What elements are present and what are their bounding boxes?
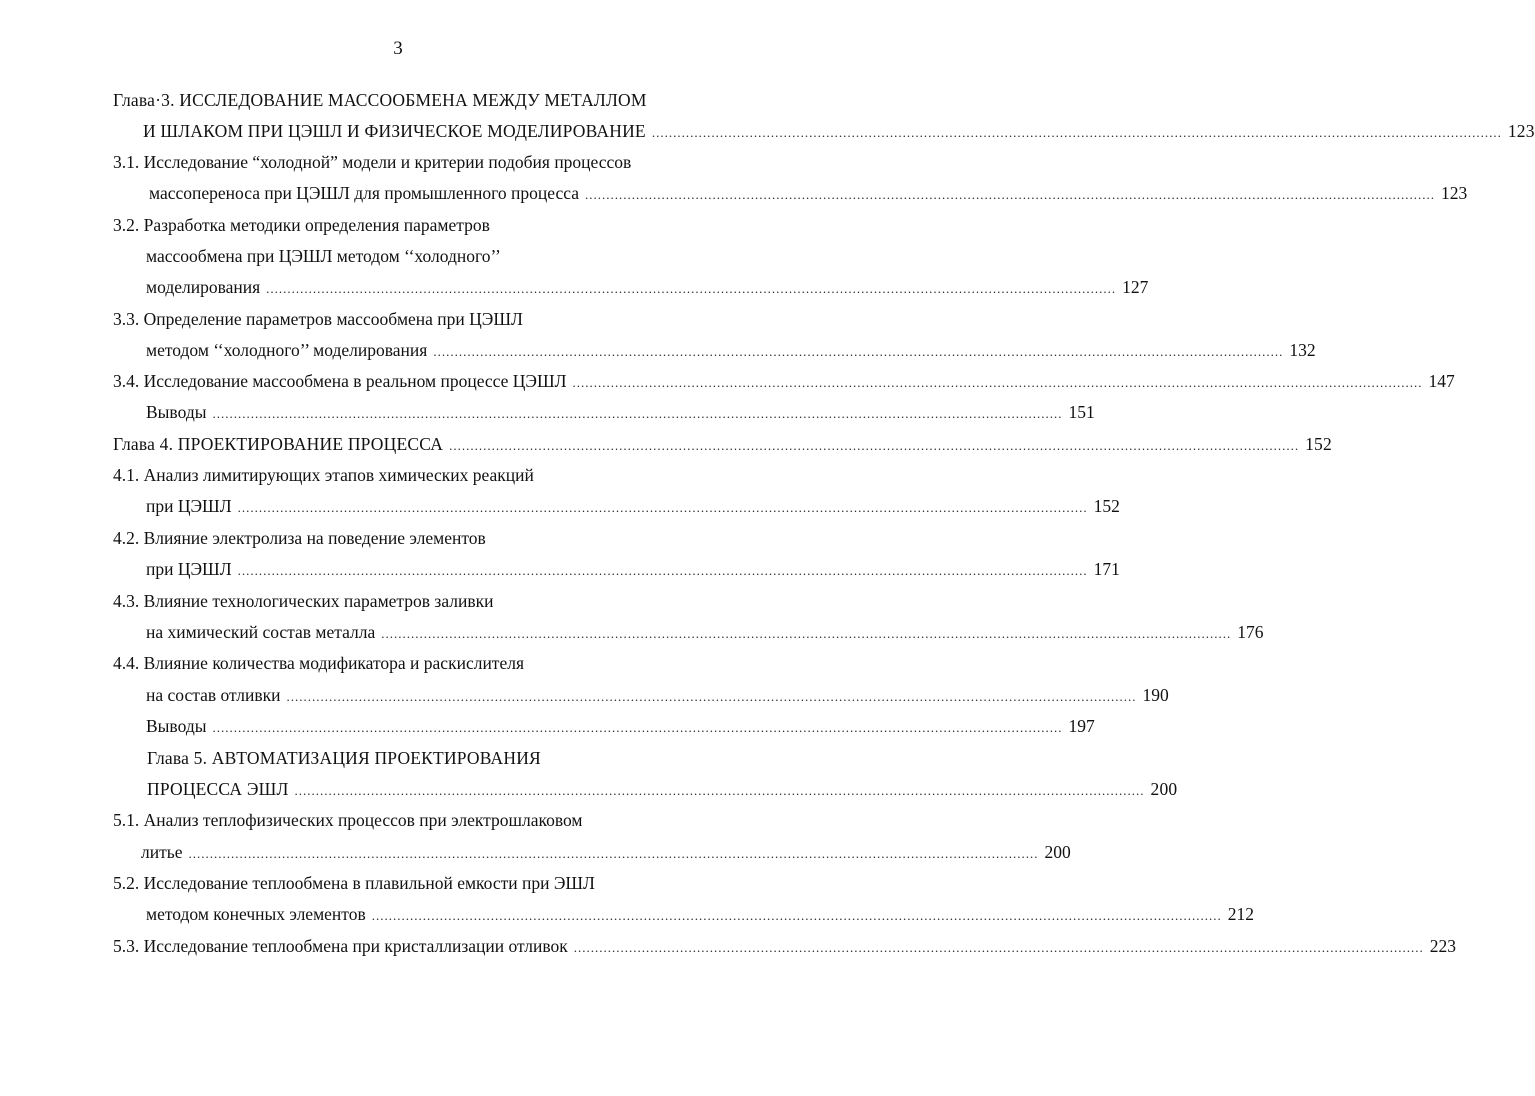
toc-entry: [146, 557, 1120, 583]
dot-leader: ........................................................................................................................................................................................................: [573, 940, 1424, 955]
toc-entry-title: массообмена при ЦЭШЛ методом ‘‘холодного’’: [146, 246, 501, 266]
toc-entry-title: Выводы: [146, 716, 207, 736]
dot-leader: ........................................................................................................................................................................................................: [433, 344, 1284, 359]
toc-entry-title: 4.2. Влияние электролиза на поведение элементов: [113, 528, 486, 548]
toc-entry: [113, 934, 1456, 960]
toc-entry-title: на химический состав металла: [146, 622, 376, 642]
toc-entry: [113, 88, 688, 112]
toc-entry: [146, 683, 1169, 709]
dot-leader: ........................................................................................................................................................................................................: [371, 908, 1222, 923]
toc-entry-title: 4.3. Влияние технологических параметров заливки: [113, 591, 494, 611]
toc-entry-title: на состав отливки: [146, 685, 281, 705]
toc-entry-title: методом конечных элементов: [146, 904, 366, 924]
dot-leader: ........................................................................................................................................................................................................: [286, 689, 1137, 704]
toc-entry-title: массопереноса при ЦЭШЛ для промышленного процесса: [149, 183, 579, 203]
toc-entry-page: 123: [1440, 183, 1468, 203]
toc-entry-title: Глава 4. ПРОЕКТИРОВАНИЕ ПРОЦЕССА: [113, 434, 444, 454]
toc-entry-title: моделирования: [146, 277, 261, 297]
toc-entry: [113, 808, 673, 832]
dot-leader: ........................................................................................................................................................................................................: [237, 563, 1088, 578]
toc-entry: [113, 589, 613, 613]
toc-entry: [146, 902, 1254, 928]
dot-leader: ........................................................................................................................................................................................................: [188, 846, 1039, 861]
toc-entry-page: 132: [1289, 340, 1316, 360]
toc-entry-page: 197: [1068, 716, 1095, 736]
toc-entry: [113, 432, 1332, 458]
dot-leader: ........................................................................................................................................................................................................: [449, 438, 1300, 453]
toc-entry-page: 151: [1068, 402, 1095, 422]
toc-entry: [146, 400, 1095, 426]
toc-entry: [113, 871, 673, 895]
toc-entry-title: литье: [141, 842, 183, 862]
dot-leader: ........................................................................................................................................................................................................: [381, 626, 1232, 641]
toc-entry: [113, 463, 613, 487]
toc-entry: [147, 746, 647, 770]
toc-entry-title: 5.2. Исследование теплообмена в плавильной емкости при ЭШЛ: [113, 873, 595, 893]
toc-entry-page: 212: [1227, 904, 1254, 924]
dot-leader: ........................................................................................................................................................................................................: [584, 187, 1435, 202]
toc-entry: [113, 213, 613, 237]
toc-entry-title: 3.4. Исследование массообмена в реальном процессе ЦЭШЛ: [113, 371, 567, 391]
toc-entry-title: 5.3. Исследование теплообмена при кристаллизации отливок: [113, 936, 568, 956]
toc-entry-title: Глава·3. ИССЛЕДОВАНИЕ МАССООБМЕНА МЕЖДУ МЕТАЛЛОМ: [113, 90, 647, 110]
toc-entry-page: 127: [1122, 277, 1149, 297]
toc-entry-title: при ЦЭШЛ: [146, 559, 232, 579]
toc-entry-title: 3.2. Разработка методики определения параметров: [113, 215, 490, 235]
toc-entry: [113, 369, 1455, 395]
toc-entry-page: 152: [1305, 434, 1332, 454]
toc-entry-title: ПРОЦЕССА ЭШЛ: [147, 779, 289, 799]
toc-entry-page: 190: [1142, 685, 1169, 705]
toc-entry-title: Глава 5. АВТОМАТИЗАЦИЯ ПРОЕКТИРОВАНИЯ: [147, 748, 541, 768]
toc-entry: [146, 244, 646, 268]
dot-leader: ........................................................................................................................................................................................................: [266, 281, 1117, 296]
toc-entry-title: методом ‘‘холодного’’ моделирования: [146, 340, 428, 360]
toc-entry-title: Выводы: [146, 402, 207, 422]
toc-entry-title: И ШЛАКОМ ПРИ ЦЭШЛ И ФИЗИЧЕСКОЕ МОДЕЛИРОВАНИЕ: [143, 121, 646, 141]
toc-entry-page: 176: [1237, 622, 1264, 642]
toc-entry: [146, 620, 1264, 646]
toc-entry: [146, 714, 1095, 740]
toc-entry-title: 3.3. Определение параметров массообмена при ЦЭШЛ: [113, 309, 523, 329]
dot-leader: ........................................................................................................................................................................................................: [212, 406, 1063, 421]
dot-leader: ........................................................................................................................................................................................................: [651, 125, 1502, 140]
page-number: 3: [393, 38, 403, 59]
toc-entry-title: 4.4. Влияние количества модификатора и раскислителя: [113, 653, 525, 673]
toc-entry: [113, 526, 613, 550]
toc-entry: [113, 307, 613, 331]
toc-entry: [113, 651, 613, 675]
dot-leader: ........................................................................................................................................................................................................: [294, 783, 1145, 798]
dot-leader: ........................................................................................................................................................................................................: [572, 375, 1423, 390]
toc-entry-page: 147: [1428, 371, 1455, 391]
toc-entry-page: 123: [1507, 121, 1535, 141]
toc-entry-title: 5.1. Анализ теплофизических процессов при электрошлаковом: [113, 810, 583, 830]
toc-entry-page: 223: [1429, 936, 1456, 956]
dot-leader: ........................................................................................................................................................................................................: [212, 720, 1063, 735]
toc-entry: [147, 777, 1178, 803]
toc-entry: [146, 275, 1149, 301]
toc-entry: [143, 119, 1535, 145]
toc-entry-page: 171: [1093, 559, 1120, 579]
toc-entry-title: при ЦЭШЛ: [146, 496, 232, 516]
toc-entry: [149, 181, 1468, 207]
toc-entry-title: 3.1. Исследование “холодной” модели и критерии подобия процессов: [113, 152, 632, 172]
toc-entry-title: 4.1. Анализ лимитирующих этапов химических реакций: [113, 465, 534, 485]
toc-entry-page: 200: [1150, 779, 1178, 799]
dot-leader: ........................................................................................................................................................................................................: [237, 500, 1088, 515]
toc-entry: [113, 150, 698, 174]
toc-entry-page: 200: [1044, 842, 1071, 862]
toc-entry: [141, 840, 1071, 866]
toc-entry-page: 152: [1093, 496, 1120, 516]
toc-entry: [146, 494, 1120, 520]
toc-entry: [146, 338, 1316, 364]
